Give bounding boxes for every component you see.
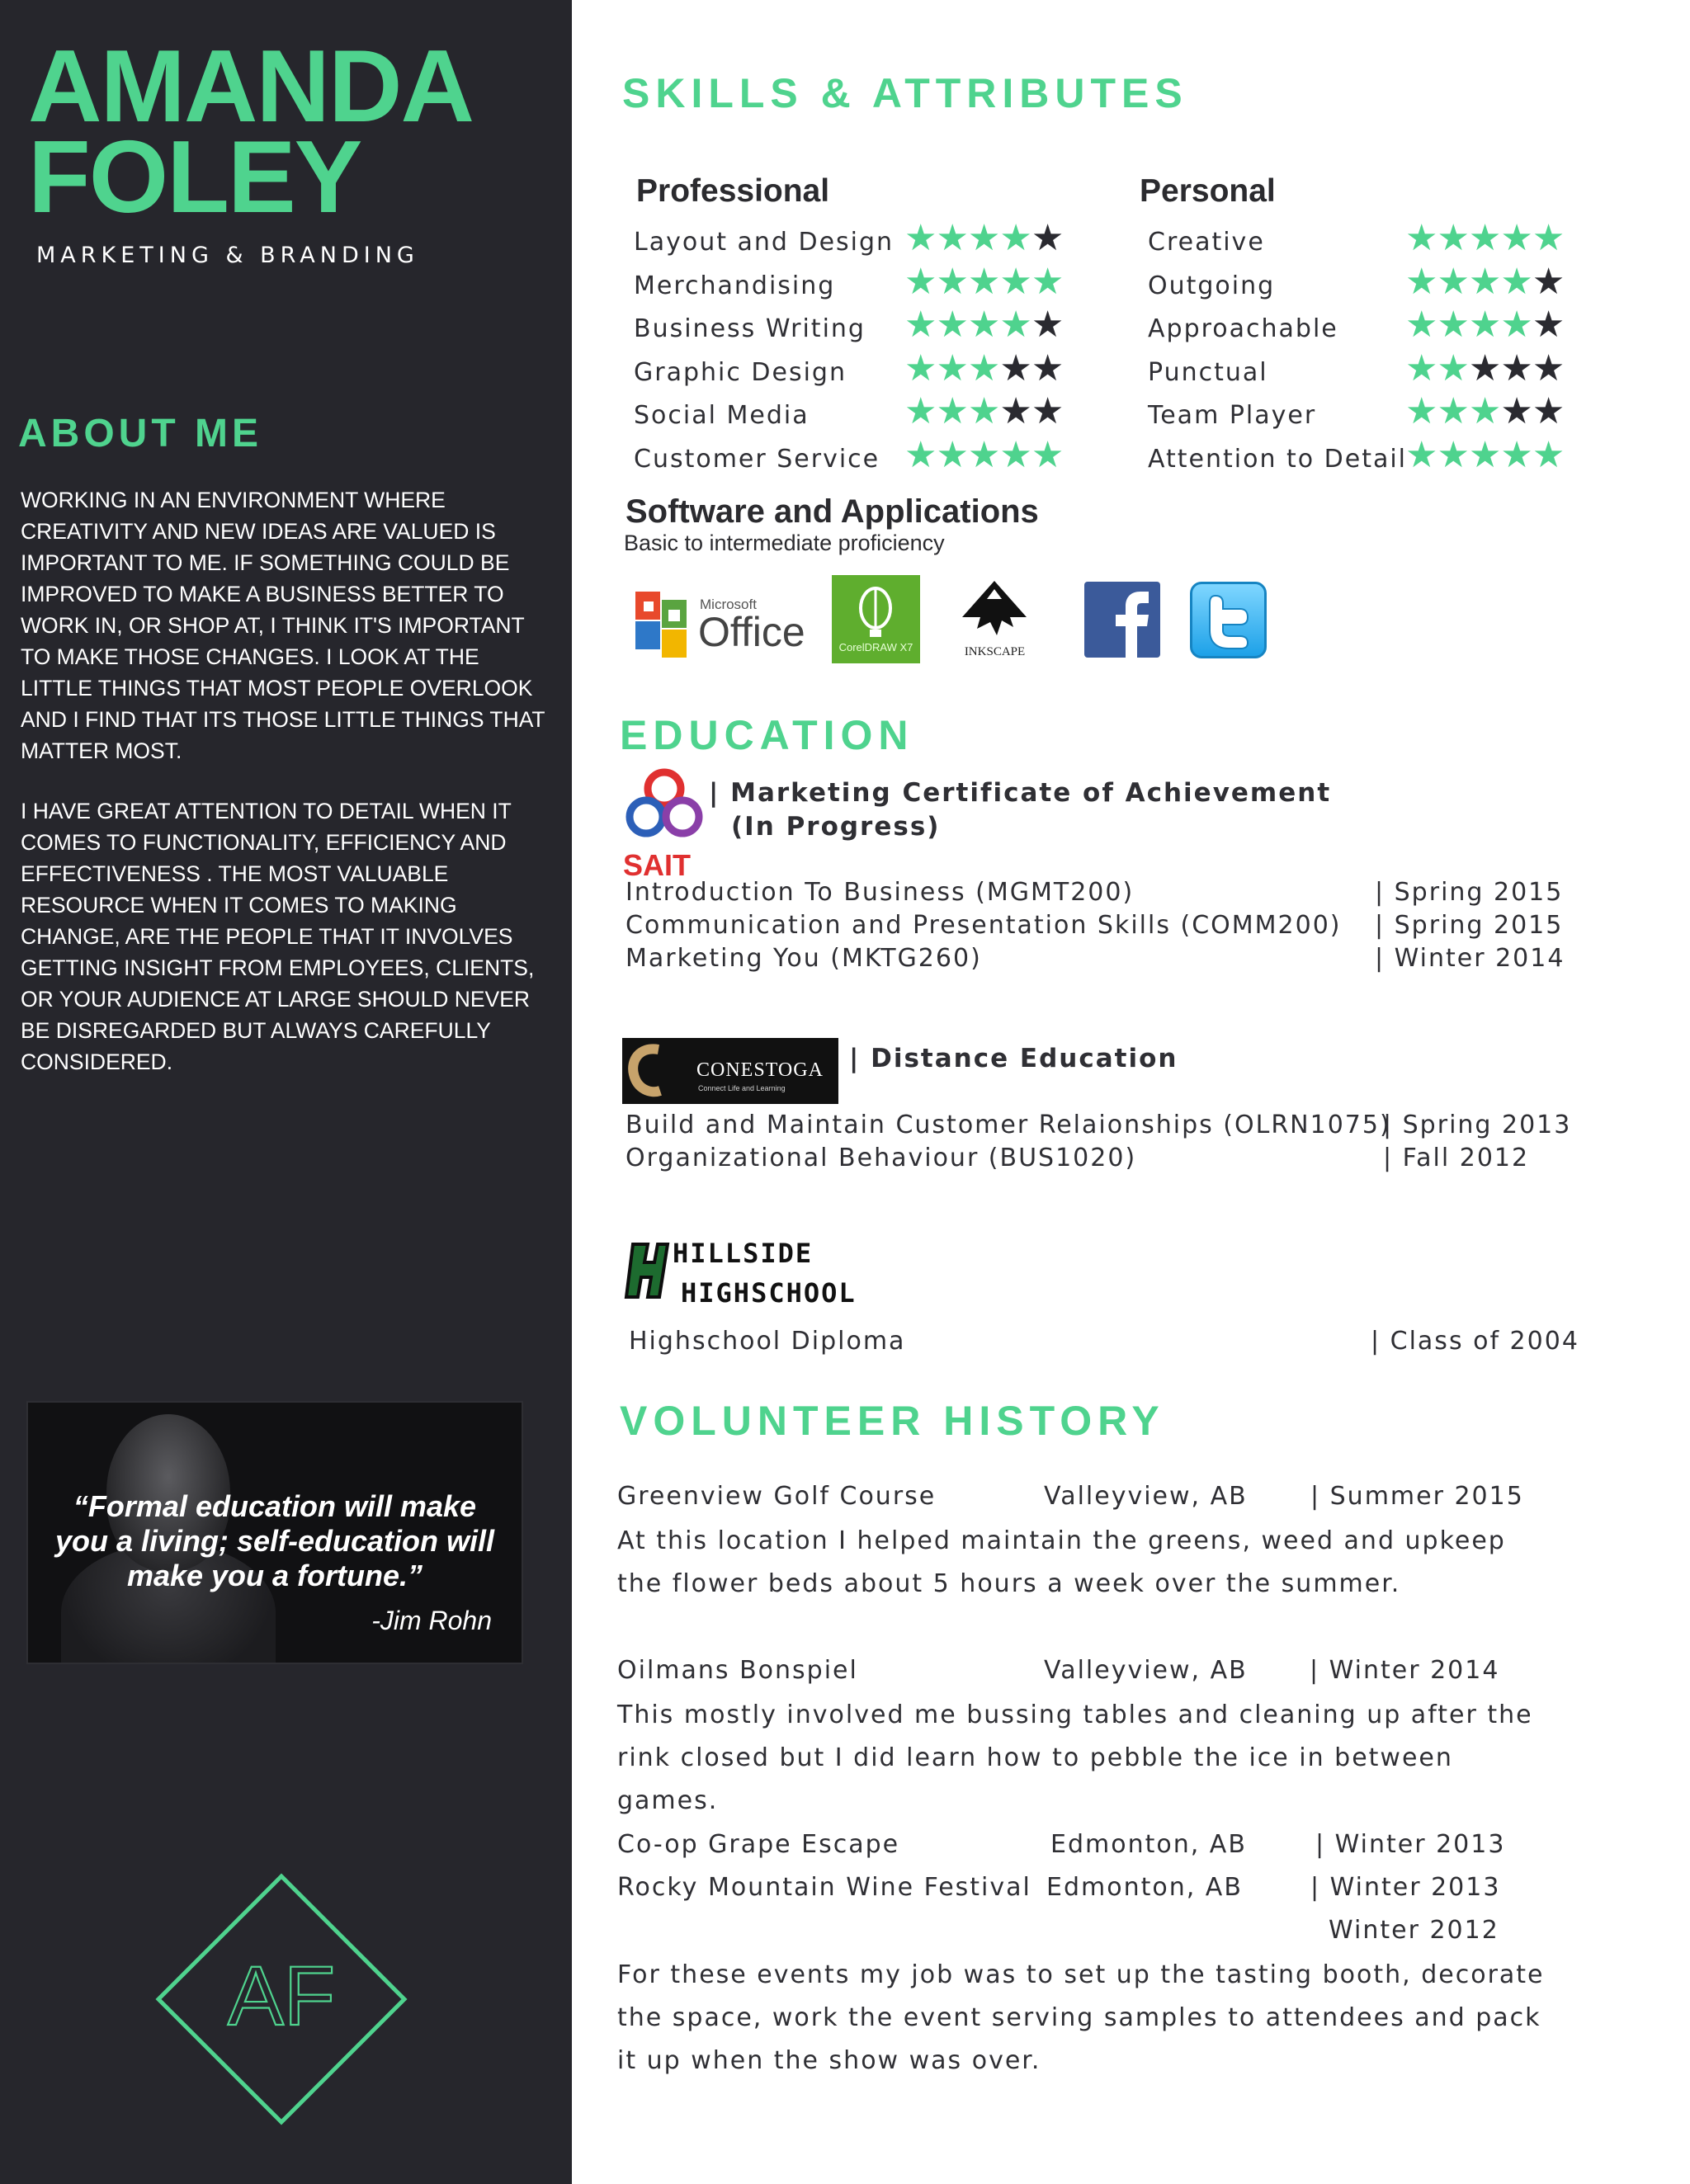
personal-skill-label: Attention to Detail: [1148, 445, 1408, 474]
volunteer-term: | Winter 2014: [1310, 1656, 1500, 1685]
star-filled-icon: ★: [1437, 390, 1469, 433]
star-filled-icon: ★: [1532, 217, 1565, 259]
software-heading: Software and Applications: [625, 493, 1039, 530]
course-term: | Spring 2015: [1375, 911, 1564, 940]
star-empty-icon: ★: [1031, 390, 1064, 433]
twitter-icon: [1190, 582, 1267, 658]
volunteer-term-extra: Winter 2012: [1329, 1916, 1499, 1945]
quote-text: [28, 1489, 522, 1593]
star-filled-icon: ★: [1468, 217, 1501, 259]
professional-skill-label: Business Writing: [634, 314, 866, 344]
inkscape-label: INKSCAPE: [964, 645, 1026, 658]
star-filled-icon: ★: [1468, 260, 1501, 303]
office-label: Office: [698, 609, 805, 655]
volunteer-location: Edmonton, AB: [1050, 1830, 1247, 1859]
sait-logo-icon: [623, 767, 706, 882]
main-content: [572, 0, 1690, 2184]
personal-skill-rating: [1405, 434, 1565, 476]
sait-program-status: (In Progress): [731, 812, 941, 842]
star-filled-icon: ★: [1468, 304, 1501, 347]
star-filled-icon: ★: [904, 347, 937, 389]
course-name: Communication and Presentation Skills (COMM200): [625, 911, 1342, 940]
professional-skill-rating: [904, 347, 1064, 389]
personal-heading: Personal: [1140, 173, 1276, 209]
star-empty-icon: ★: [1031, 347, 1064, 389]
professional-skill-rating: [904, 390, 1064, 433]
course-name: Organizational Behaviour (BUS1020): [625, 1144, 1137, 1172]
star-filled-icon: ★: [1405, 217, 1437, 259]
education-heading: EDUCATION: [620, 712, 914, 758]
quote-line-2: you a living; self-education will: [54, 1524, 495, 1558]
course-name: Marketing You (MKTG260): [625, 944, 982, 973]
star-empty-icon: ★: [999, 390, 1031, 433]
star-filled-icon: ★: [999, 434, 1031, 476]
star-filled-icon: ★: [904, 217, 937, 259]
star-empty-icon: ★: [1532, 347, 1565, 389]
inkscape-mountain: [956, 578, 1034, 644]
quote-line-3: make you a fortune.”: [126, 1559, 423, 1592]
software-subtitle: Basic to intermediate proficiency: [624, 531, 945, 555]
star-filled-icon: ★: [936, 304, 968, 347]
hillside-logo-icon: [623, 1238, 673, 1304]
hillside-term: | Class of 2004: [1371, 1327, 1579, 1356]
star-empty-icon: ★: [1532, 390, 1565, 433]
personal-skill-rating: [1405, 217, 1565, 259]
volunteer-term: | Summer 2015: [1310, 1482, 1524, 1511]
star-filled-icon: ★: [999, 217, 1031, 259]
course-term: | Spring 2015: [1375, 878, 1564, 907]
star-filled-icon: ★: [967, 217, 1000, 259]
star-filled-icon: ★: [904, 260, 937, 303]
inkscape-icon: [956, 578, 1034, 664]
star-filled-icon: ★: [936, 390, 968, 433]
course-term: | Fall 2012: [1383, 1144, 1530, 1172]
microsoft-office-icon: [634, 588, 815, 663]
conestoga-program: | Distance Education: [849, 1044, 1178, 1073]
hillside-name-line2: HIGHSCHOOL: [681, 1277, 857, 1309]
conestoga-c-mark: [622, 1038, 672, 1104]
conestoga-logo-text: CONESTOGA: [696, 1059, 824, 1081]
star-filled-icon: ★: [1468, 434, 1501, 476]
star-filled-icon: ★: [1031, 434, 1064, 476]
sait-logo-text: SAIT: [623, 848, 692, 882]
personal-skill-label: Punctual: [1148, 357, 1268, 387]
personal-skill-rating: [1405, 347, 1565, 389]
personal-skill-label: Outgoing: [1148, 271, 1276, 300]
last-name: FOLEY: [28, 120, 361, 234]
star-filled-icon: ★: [1500, 217, 1532, 259]
volunteer-description: For these events my job was to set up the tasting booth, decorate the space, work the event serving samples to attendees and pack it up when the show was over.: [617, 1960, 1545, 2075]
professional-skill-label: Graphic Design: [634, 357, 847, 387]
volunteer-location: Valleyview, AB: [1044, 1656, 1248, 1685]
star-filled-icon: ★: [1500, 260, 1532, 303]
personal-skill-label: Team Player: [1148, 401, 1317, 431]
personal-skill-rating: [1405, 390, 1565, 433]
course-term: | Winter 2014: [1375, 944, 1565, 973]
star-filled-icon: ★: [1437, 347, 1469, 389]
volunteer-org: Oilmans Bonspiel: [617, 1656, 858, 1685]
star-filled-icon: ★: [1500, 434, 1532, 476]
volunteer-term: | Winter 2013: [1315, 1830, 1506, 1859]
course-name: Introduction To Business (MGMT200): [625, 878, 1135, 907]
sidebar: [0, 0, 572, 2184]
star-empty-icon: ★: [1500, 390, 1532, 433]
star-filled-icon: ★: [1031, 260, 1064, 303]
professional-skill-label: Layout and Design: [634, 228, 895, 257]
star-empty-icon: ★: [1468, 347, 1501, 389]
star-filled-icon: ★: [1437, 434, 1469, 476]
star-filled-icon: ★: [1405, 390, 1437, 433]
star-filled-icon: ★: [1532, 434, 1565, 476]
star-empty-icon: ★: [1532, 260, 1565, 303]
hillside-name-line1: HILLSIDE: [673, 1238, 814, 1269]
star-empty-icon: ★: [999, 347, 1031, 389]
star-filled-icon: ★: [936, 217, 968, 259]
professional-skill-rating: [904, 217, 1064, 259]
course-term: | Spring 2013: [1383, 1111, 1572, 1139]
star-filled-icon: ★: [999, 260, 1031, 303]
star-filled-icon: ★: [999, 304, 1031, 347]
star-filled-icon: ★: [1405, 434, 1437, 476]
hillside-diploma: Highschool Diploma: [629, 1327, 906, 1356]
volunteer-description: This mostly involved me bussing tables and cleaning up after the rink closed but I did learn how to pebble the ice in between games.: [617, 1701, 1533, 1815]
job-subtitle: MARKETING & BRANDING: [36, 243, 419, 268]
personal-skill-label: Creative: [1148, 228, 1265, 257]
first-name: AMANDA: [28, 30, 474, 144]
star-filled-icon: ★: [1405, 347, 1437, 389]
course-name: Build and Maintain Customer Relaionships (OLRN1075): [625, 1111, 1391, 1139]
professional-skill-label: Merchandising: [634, 271, 836, 300]
star-empty-icon: ★: [1500, 347, 1532, 389]
hillside-h-mark: [623, 1238, 673, 1304]
quote-line-1: “Formal education will make: [73, 1489, 477, 1523]
star-filled-icon: ★: [936, 347, 968, 389]
star-empty-icon: ★: [1532, 304, 1565, 347]
star-filled-icon: ★: [967, 304, 1000, 347]
office-small-label: Microsoft: [700, 597, 757, 612]
coreldraw-icon: [832, 575, 920, 663]
quote-image: [26, 1401, 523, 1664]
twitter-t-glyph: [1192, 584, 1264, 656]
star-empty-icon: ★: [1031, 217, 1064, 259]
volunteer-term: | Winter 2013: [1310, 1873, 1501, 1902]
personal-skill-rating: [1405, 260, 1565, 303]
sait-program: | Marketing Certificate of Achievement: [709, 778, 1332, 808]
professional-skill-label: Social Media: [634, 401, 810, 431]
volunteer-org: Co-op Grape Escape: [617, 1830, 900, 1859]
sait-knot: [623, 767, 706, 850]
about-paragraph-1: WORKING IN AN ENVIRONMENT WHERE CREATIVITY AND NEW IDEAS ARE VALUED IS IMPORTANT TO ME. IF SOMETHING COULD BE IMPROVED TO MAKE A BUSINESS BETTER TO WORK IN, OR SHOP AT, I THINK IT'S IMPORTANT TO MAKE THOSE CHANGES. I LOOK AT THE LITTLE THINGS THAT MOST PEOPLE OVERLOOK AND I FIND THAT ITS THOSE LITTLE THINGS THAT MATTER MOST.: [21, 488, 545, 763]
facebook-f-glyph: [1084, 582, 1160, 658]
facebook-icon: [1084, 582, 1160, 658]
volunteer-location: Valleyview, AB: [1044, 1482, 1248, 1511]
star-filled-icon: ★: [904, 390, 937, 433]
star-filled-icon: ★: [1437, 217, 1469, 259]
volunteer-org: Rocky Mountain Wine Festival: [617, 1873, 1031, 1902]
professional-skill-label: Customer Service: [634, 445, 880, 474]
personal-skill-rating: [1405, 304, 1565, 347]
professional-skill-rating: [904, 304, 1064, 347]
professional-heading: Professional: [636, 173, 830, 209]
volunteer-heading: VOLUNTEER HISTORY: [620, 1398, 1165, 1444]
volunteer-org: Greenview Golf Course: [617, 1482, 937, 1511]
star-filled-icon: ★: [1468, 390, 1501, 433]
star-filled-icon: ★: [936, 434, 968, 476]
star-filled-icon: ★: [1437, 260, 1469, 303]
monogram-text: AF: [227, 1949, 336, 2043]
star-filled-icon: ★: [904, 434, 937, 476]
star-filled-icon: ★: [936, 260, 968, 303]
star-filled-icon: ★: [1437, 304, 1469, 347]
volunteer-location: Edmonton, AB: [1046, 1873, 1243, 1902]
candidate-name: [28, 30, 474, 234]
star-filled-icon: ★: [967, 434, 1000, 476]
about-paragraph-2: I HAVE GREAT ATTENTION TO DETAIL WHEN IT COMES TO FUNCTIONALITY, EFFICIENCY AND EFFECTIVENESS . THE MOST VALUABLE RESOURCE WHEN IT COMES TO MAKING CHANGE, ARE THE PEOPLE THAT IT INVOLVES GETTING INSIGHT FROM EMPLOYEES, CLIENTS, OR YOUR AUDIENCE AT LARGE SHOULD NEVER BE DISREGARDED BUT ALWAYS CAREFULLY CONSIDERED.: [21, 799, 535, 1074]
star-filled-icon: ★: [967, 390, 1000, 433]
about-me-heading: ABOUT ME: [18, 412, 262, 455]
monogram-diamond-icon: [153, 1871, 409, 2127]
star-filled-icon: ★: [967, 347, 1000, 389]
personal-skill-label: Approachable: [1148, 314, 1338, 344]
professional-skill-rating: [904, 260, 1064, 303]
professional-skill-rating: [904, 434, 1064, 476]
skills-heading: SKILLS & ATTRIBUTES: [622, 70, 1188, 116]
star-filled-icon: ★: [904, 304, 937, 347]
conestoga-logo-sub: Connect Life and Learning: [698, 1084, 786, 1092]
star-filled-icon: ★: [1405, 304, 1437, 347]
star-filled-icon: ★: [1500, 304, 1532, 347]
volunteer-description: At this location I helped maintain the greens, weed and upkeep the flower beds about 5 hours a week over the summer.: [617, 1526, 1506, 1598]
quote-author: -Jim Rohn: [371, 1606, 492, 1635]
star-empty-icon: ★: [1031, 304, 1064, 347]
star-filled-icon: ★: [1405, 260, 1437, 303]
conestoga-logo-icon: [622, 1038, 838, 1104]
star-filled-icon: ★: [967, 260, 1000, 303]
coreldraw-label: CorelDRAW X7: [838, 641, 913, 653]
